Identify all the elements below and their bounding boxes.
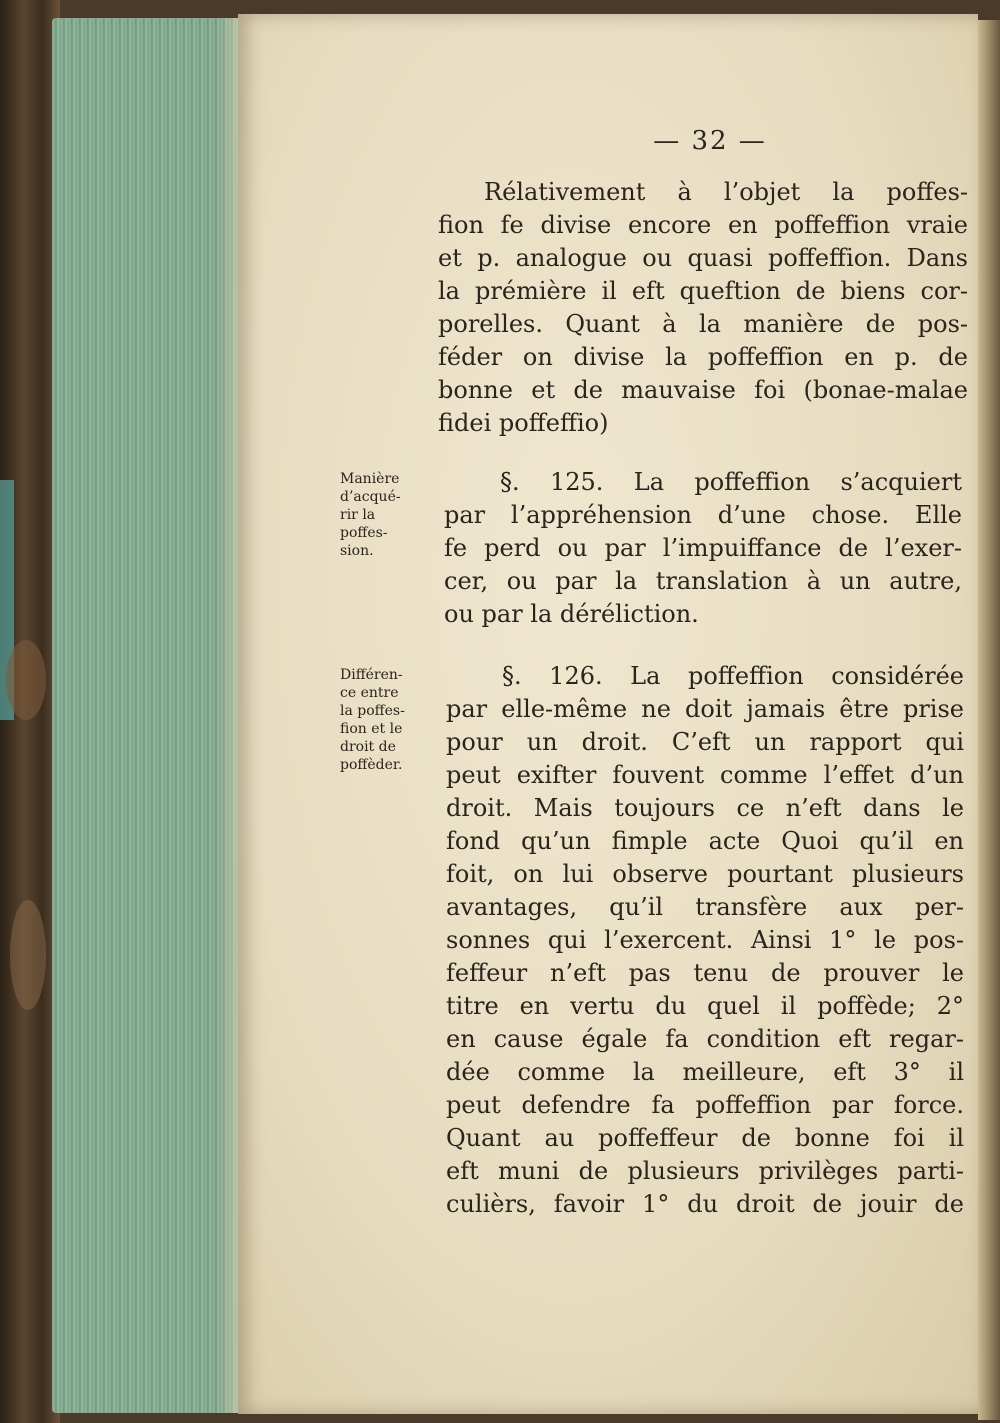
text-line: Quant au poffeffeur de bonne foi il [446,1124,964,1152]
text-line: pour un droit. C’eft un rapport qui [446,728,964,756]
margin-note-line: d’acqué- [340,489,401,505]
margin-note-line: sion. [340,543,374,559]
text-line: §. 126. La poffeffion considérée [502,662,964,690]
text-line: ou par la déréliction. [444,600,699,628]
text-line: dée comme la meilleure, eft 3° il [446,1058,964,1086]
text-line: culièrs, favoir 1° du droit de jouir de [446,1190,964,1218]
marbled-pattern [6,640,46,720]
text-line: fion fe divise encore en poffeffion vraie [438,211,968,239]
margin-note-line: la poffes- [340,703,405,719]
text-line: fidei poffeffio) [438,409,609,437]
book-cover-edge [0,0,60,1423]
text-line: et p. analogue ou quasi poffeffion. Dans [438,244,968,272]
text-line: fond qu’un fimple acte Quoi qu’il en [446,827,964,855]
text-line: droit. Mais toujours ce n’eft dans le [446,794,964,822]
page-number: — 32 — [653,126,767,156]
marbled-pattern [10,900,46,1010]
text-line: titre en vertu du quel il poffède; 2° [446,992,964,1020]
margin-note-line: rir la [340,507,376,523]
text-line: Rélativement à l’objet la poffes- [484,178,968,206]
margin-note-line: poffes- [340,525,388,541]
text-line: porelles. Quant à la manière de pos- [438,310,968,338]
margin-note-line: fion et le [340,721,403,737]
margin-note-line: Différen- [340,667,403,683]
text-line: peut exifter fouvent comme l’effet d’un [446,761,964,789]
text-line: §. 125. La poffeffion s’acquiert [500,468,962,496]
page-edges-stack [52,18,248,1413]
paragraph-126 [446,660,964,1221]
text-line: avantages, qu’il transfère aux per- [446,893,964,921]
paragraph-possession-division [438,176,968,440]
text-line: féder on divise la poffeffion en p. de [438,343,968,371]
paragraph-125 [444,466,962,631]
text-line: la prémière il eft queftion de biens cor- [438,277,968,305]
margin-note-acquire [340,470,440,560]
facing-page-edge [978,20,1000,1420]
text-line: peut defendre fa poffeffion par force. [446,1091,964,1119]
margin-note-line: Manière [340,471,400,487]
text-line: cer, ou par la translation à un autre, [444,567,962,595]
text-line: en cause égale fa condition eft regar- [446,1025,964,1053]
margin-note-line: droit de [340,739,396,755]
margin-note-line: ce entre [340,685,399,701]
text-line: sonnes qui l’exercent. Ainsi 1° le pos- [446,926,964,954]
text-line: eft muni de plusieurs privilèges parti- [446,1157,964,1185]
text-line: feffeur n’eft pas tenu de prouver le [446,959,964,987]
text-line: fe perd ou par l’impuiffance de l’exer- [444,534,962,562]
margin-note-difference [340,666,440,774]
text-line: par l’appréhension d’une chose. Elle [444,501,962,529]
text-line: bonne et de mauvaise foi (bonae-malae [438,376,968,404]
margin-note-line: poffèder. [340,757,403,773]
text-line: par elle-même ne doit jamais être prise [446,695,964,723]
text-line: foit, on lui observe pourtant plusieurs [446,860,964,888]
